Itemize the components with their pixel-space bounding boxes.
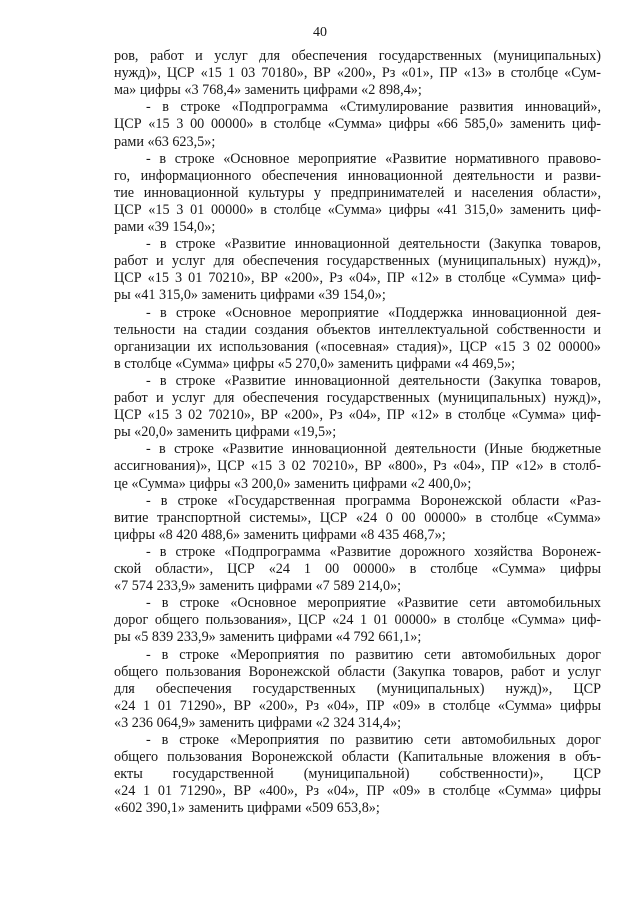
text-line: ры «20,0» заменить цифрами «19,5»; <box>114 424 337 441</box>
text-line: - в строке «Мероприятия по развитию сети автомобильных дорог <box>146 732 601 748</box>
text-line: ЦСР «15 3 01 70210», ВР «200», Рз «04», ПР «12» в столбце «Сумма» циф- <box>114 270 601 287</box>
text-line: - в строке «Государственная программа Воронежской области «Раз- <box>146 492 601 509</box>
text-line: - в строке «Подпрограмма «Стимулирование развития инноваций», <box>146 99 601 116</box>
text-line: общего пользования Воронежской области (Капитальные вложения в объ- <box>114 749 601 766</box>
text-line: - в строке «Мероприятия по развитию сети автомобильных дорог <box>146 646 601 663</box>
text-line: работ и услуг для обеспечения государственных (муниципальных) нужд)», <box>114 253 601 270</box>
text-line: «24 1 01 71290», ВР «400», Рз «04», ПР «09» в столбце «Сумма» цифры <box>114 783 601 800</box>
text-line: работ и услуг для обеспечения государственных (муниципальных) нужд)», <box>114 390 601 406</box>
text-line: ров, работ и услуг для обеспечения государственных (муниципальных) <box>114 48 601 64</box>
text-line: дорог общего пользования», ЦСР «24 1 01 00000» в столбце «Сумма» циф- <box>114 612 601 629</box>
text-line: ры «41 315,0» заменить цифрами «39 154,0»; <box>114 287 386 304</box>
text-line: «24 1 01 71290», ВР «200», Рз «04», ПР «09» в столбце «Сумма» цифры <box>114 697 601 714</box>
text-line: ры «5 839 233,9» заменить цифрами «4 792 661,1»; <box>114 629 422 646</box>
text-line: - в строке «Основное мероприятие «Поддержка инновационной дея- <box>146 304 601 321</box>
text-line: ассигнования)», ЦСР «15 3 02 70210», ВР «800», Рз «04», ПР «12» в столб- <box>114 458 601 475</box>
text-line: це «Сумма» цифры «3 200,0» заменить цифрами «2 400,0»; <box>114 475 472 492</box>
text-line: го, информационного обеспечения инновационной деятельности и разви- <box>114 167 601 184</box>
text-line: ма» цифры «3 768,4» заменить цифрами «2 898,4»; <box>114 82 422 99</box>
text-line: «7 574 233,9» заменить цифрами «7 589 214,0»; <box>114 578 402 595</box>
text-line: тельности на стадии создания объектов интеллектуальной собственности и <box>114 321 601 338</box>
text-line: «3 236 064,9» заменить цифрами «2 324 314,4»; <box>114 714 402 731</box>
text-line: ЦСР «15 3 01 00000» в столбце «Сумма» цифры «41 315,0» заменить циф- <box>114 201 601 218</box>
text-line: витие транспортной системы», ЦСР «24 0 00 00000» в столбце «Сумма» <box>114 509 601 526</box>
text-line: - в строке «Основное мероприятие «Развитие сети автомобильных <box>146 595 601 612</box>
page-number: 40 <box>313 25 327 40</box>
text-line: организации их использования («посевная» стадия)», ЦСР «15 3 02 00000» <box>114 338 601 355</box>
text-line: для обеспечения государственных (муниципальных) нужд)», ЦСР <box>114 680 601 697</box>
text-line: - в строке «Подпрограмма «Развитие дорожного хозяйства Воронеж- <box>146 543 601 560</box>
text-line: в столбце «Сумма» цифры «5 270,0» заменить цифрами «4 469,5»; <box>114 355 516 372</box>
text-line: ской области», ЦСР «24 1 00 00000» в столбце «Сумма» цифры <box>114 561 601 577</box>
text-line: ЦСР «15 3 00 00000» в столбце «Сумма» цифры «66 585,0» заменить циф- <box>114 116 601 133</box>
text-line: екты государственной (муниципальной) собственности)», ЦСР <box>114 766 601 783</box>
text-line: - в строке «Развитие инновационной деятельности (Закупка товаров, <box>146 236 601 253</box>
text-line: рами «39 154,0»; <box>114 219 216 235</box>
text-line: нужд)», ЦСР «15 1 03 70180», ВР «200», Рз «01», ПР «13» в столбце «Сум- <box>114 65 601 82</box>
text-line: общего пользования Воронежской области (Закупка товаров, работ и услуг <box>114 663 601 680</box>
text-line: - в строке «Основное мероприятие «Развитие нормативного правово- <box>146 150 601 167</box>
text-line: - в строке «Развитие инновационной деятельности (Закупка товаров, <box>146 372 601 389</box>
text-line: рами «63 623,5»; <box>114 133 216 150</box>
text-line: цифры «8 420 488,6» заменить цифрами «8 435 468,7»; <box>114 526 446 543</box>
text-line: ЦСР «15 3 02 70210», ВР «200», Рз «04», ПР «12» в столбце «Сумма» циф- <box>114 407 601 424</box>
text-line: «602 390,1» заменить цифрами «509 653,8»; <box>114 800 380 817</box>
text-line: - в строке «Развитие инновационной деятельности (Иные бюджетные <box>146 441 601 458</box>
text-line: тие инновационной культуры у предпринимателей и населения области», <box>114 184 601 201</box>
